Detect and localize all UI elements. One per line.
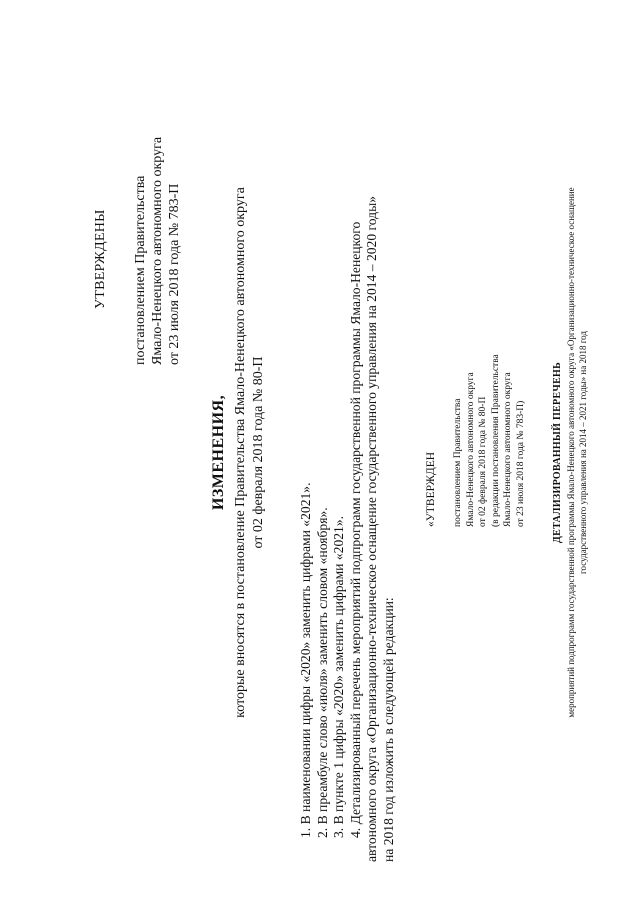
detailed-list-subtitle-line: государственного управления на 2014 – 2021 годы» на 2018 год: [578, 331, 588, 574]
amendment-item-4-line: на 2018 год изложить в следующей редакции:: [380, 597, 396, 862]
approval-header-line: постановлением Правительства: [133, 175, 148, 365]
document-subtitle-line: которые вносятся в постановление Правительства Ямало-Ненецкого автономного округа: [233, 187, 248, 718]
inner-approval-line: от 23 июля 2018 года № 783-П): [515, 400, 526, 527]
detailed-list-subtitle-line: мероприятий подпрограмм государственной программы Ямало-Ненецкого автономного округа «Организационно-техническое оснащение: [566, 187, 576, 718]
approval-header-line: от 23 июля 2018 года № 783-П: [167, 183, 182, 365]
amendment-item: 2. В преамбуле слово «июля» заменить словом «ноября».: [314, 507, 330, 838]
approval-header-line: Ямало-Ненецкого автономного округа: [150, 136, 165, 365]
inner-approval-lines: [452, 354, 527, 527]
approval-header-title: УТВЕРЖДЕНЫ: [93, 209, 108, 309]
amendment-item-4-line: автономного округа «Организационно-техническое оснащение государственного управления на 2014 – 2020 годы»: [364, 195, 379, 862]
detailed-list-title: ДЕТАЛИЗИРОВАННЫЙ ПЕРЕЧЕНЬ: [552, 361, 563, 544]
amendment-items: [298, 22, 397, 862]
inner-approval-line: постановлением Правительства: [453, 398, 463, 527]
approval-header-lines: [132, 137, 183, 365]
document-title: ИЗМЕНЕНИЯ,: [210, 394, 227, 511]
amendment-item: 1. В наименовании цифры «2020» заменить цифрами «2021».: [298, 482, 313, 838]
inner-approval-line: Ямало-Ненецкого автономного округа: [465, 372, 476, 527]
amendment-item-4-line: 4. Детализированный перечень мероприятий подпрограмм государственной программы Ямало-Ненецкого: [347, 221, 363, 838]
document-subtitle-line: от 02 февраля 2018 года № 80-П: [251, 356, 266, 549]
inner-approval-title: «УТВЕРЖДЕН: [425, 451, 437, 527]
inner-approval-line: (в редакции постановления Правительства: [490, 354, 501, 527]
inner-approval-line: от 02 февраля 2018 года № 80-П: [478, 396, 488, 527]
inner-approval-line: Ямало-Ненецкого автономного округа: [503, 372, 513, 527]
amendment-item: 3. В пункте 1 цифры «2020» заменить цифрами «2021».: [331, 515, 346, 838]
